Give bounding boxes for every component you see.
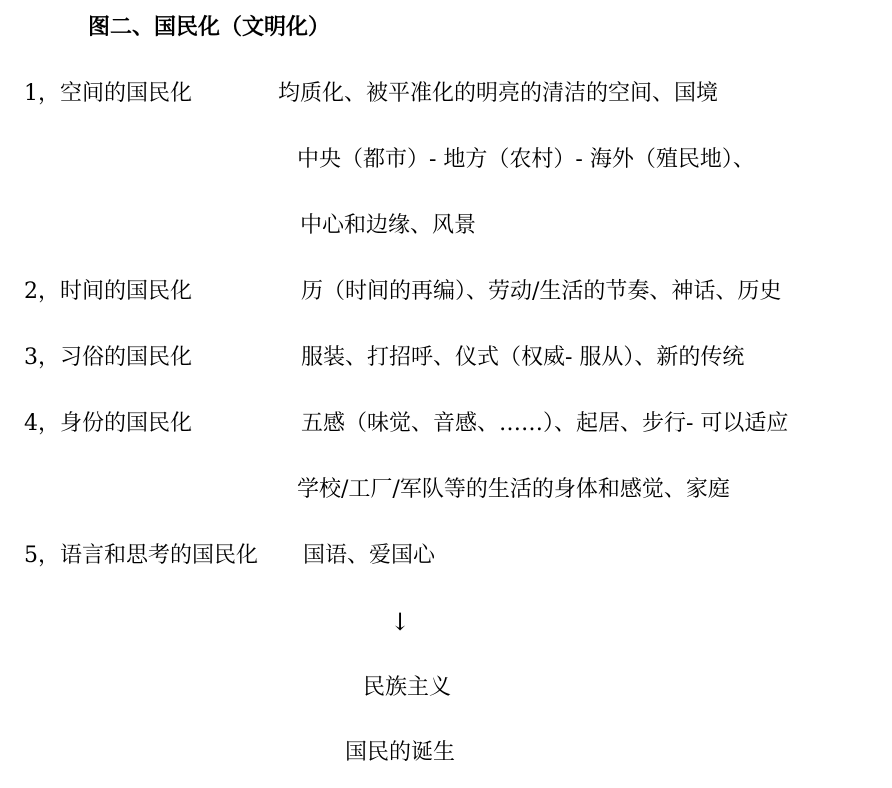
item-3-line-1: 服装、打招呼、仪式（权威- 服从）、新的传统	[301, 345, 745, 370]
conclusion-birth-of-nation: 国民的诞生	[345, 740, 456, 765]
item-2-line-1: 历（时间的再编）、劳动/生活的节奏、神话、历史	[301, 279, 782, 304]
item-4-label: 4，身份的国民化	[24, 411, 192, 436]
item-5-line-1: 国语、爱国心	[303, 543, 436, 568]
item-4-line-2: 学校/工厂/军队等的生活的身体和感觉、家庭	[297, 477, 730, 502]
item-1-line-3: 中心和边缘、风景	[300, 213, 477, 238]
item-3-label: 3，习俗的国民化	[24, 345, 192, 370]
item-1-line-1: 均质化、被平准化的明亮的清洁的空间、国境	[278, 81, 719, 106]
item-1-label: 1，空间的国民化	[24, 81, 192, 106]
down-arrow-icon: ↓	[390, 608, 411, 636]
item-1-line-2: 中央（都市）- 地方（农村）- 海外（殖民地）、	[297, 147, 755, 172]
conclusion-nationalism: 民族主义	[363, 675, 452, 700]
item-4-line-1: 五感（味觉、音感、……）、起居、步行- 可以适应	[301, 411, 789, 436]
item-5-label: 5，语言和思考的国民化	[24, 543, 258, 568]
item-2-label: 2，时间的国民化	[24, 279, 192, 304]
figure-title: 图二、国民化（文明化）	[88, 14, 331, 40]
